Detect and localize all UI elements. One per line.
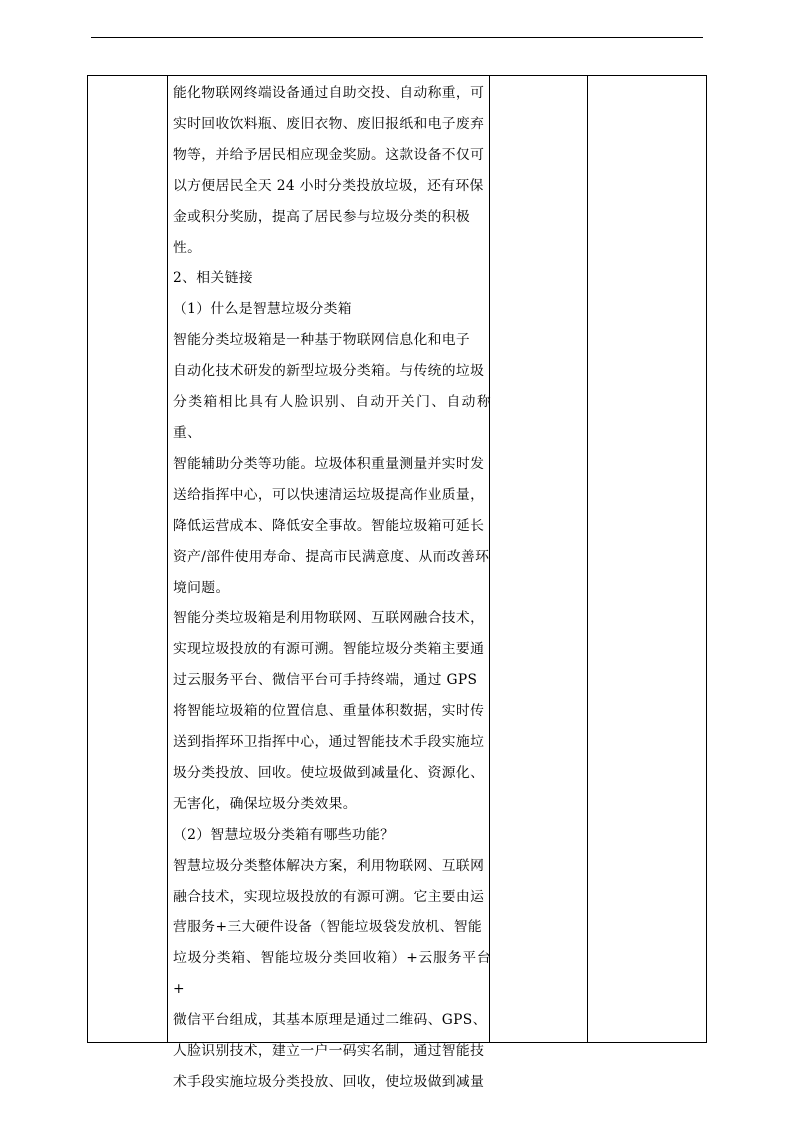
- subsection-heading: （1）什么是智慧垃圾分类箱: [173, 301, 352, 318]
- text-line: 营服务+三大硬件设备（智能垃圾袋发放机、智能: [173, 919, 482, 936]
- text-line: 分类箱相比具有人脸识别、自动开关门、自动称重、: [173, 394, 491, 441]
- text-line: 实现垃圾投放的有源可溯。智能垃圾分类箱主要通: [173, 641, 485, 658]
- column-divider-3: [587, 76, 588, 1042]
- text-line: 术手段实施垃圾分类投放、回收，使垃圾做到减量: [173, 1074, 485, 1090]
- text-line: 降低运营成本、降低安全事故。智能垃圾箱可延长: [173, 517, 485, 534]
- text-line: 智能辅助分类等功能。垃圾体积重量测量并实时发: [173, 455, 485, 472]
- header-rule: [91, 37, 703, 38]
- text-line: 智能分类垃圾箱是一种基于物联网信息化和电子: [173, 332, 471, 349]
- text-line: 性。: [173, 239, 202, 256]
- text-line: 智能分类垃圾箱是利用物联网、互联网融合技术，: [173, 610, 485, 627]
- section-heading: 2、相关链接: [173, 270, 253, 287]
- text-line: 物等，并给予居民相应现金奖励。这款设备不仅可: [173, 146, 485, 163]
- text-line: 以方便居民全天 24 小时分类投放垃圾，还有环保: [173, 177, 484, 194]
- content-table: [87, 75, 707, 1090]
- text-line: 实时回收饮料瓶、废旧衣物、废旧报纸和电子废弃: [173, 115, 485, 132]
- text-line: 自动化技术研发的新型垃圾分类箱。与传统的垃圾: [173, 363, 485, 380]
- column-divider-1: [167, 76, 168, 1042]
- text-line: 人脸识别技术，建立一户一码实名制，通过智能技: [173, 1043, 485, 1060]
- text-line: 送给指挥中心，可以快速清运垃圾提高作业质量，: [173, 486, 485, 503]
- text-line: 将智能垃圾箱的位置信息、重量体积数据，实时传: [173, 703, 485, 720]
- text-line: 能化物联网终端设备通过自助交投、自动称重，可: [173, 85, 485, 101]
- text-line: 境问题。: [173, 579, 230, 596]
- text-line: 送到指挥环卫指挥中心，通过智能技术手段实施垃: [173, 734, 485, 751]
- text-line: 智慧垃圾分类整体解决方案，利用物联网、互联网: [173, 857, 485, 874]
- text-line: 垃圾分类箱、智能垃圾分类回收箱）+云服务平台+: [173, 950, 491, 998]
- text-line: 微信平台组成，其基本原理是通过二维码、GPS、: [173, 1012, 487, 1029]
- table-cell-content: [173, 76, 491, 1098]
- text-line: 圾分类投放、回收。使垃圾做到减量化、资源化、: [173, 764, 485, 781]
- text-line: 过云服务平台、微信平台可手持终端，通过 GPS: [173, 672, 478, 689]
- text-line: 融合技术，实现垃圾投放的有源可溯。它主要由运: [173, 888, 485, 905]
- subsection-heading: （2）智慧垃圾分类箱有哪些功能？: [173, 826, 395, 843]
- text-line: 资产/部件使用寿命、提高市民满意度、从而改善环: [173, 548, 490, 565]
- text-line: 金或积分奖励，提高了居民参与垃圾分类的积极: [173, 208, 471, 225]
- text-line: 无害化，确保垃圾分类效果。: [173, 795, 357, 812]
